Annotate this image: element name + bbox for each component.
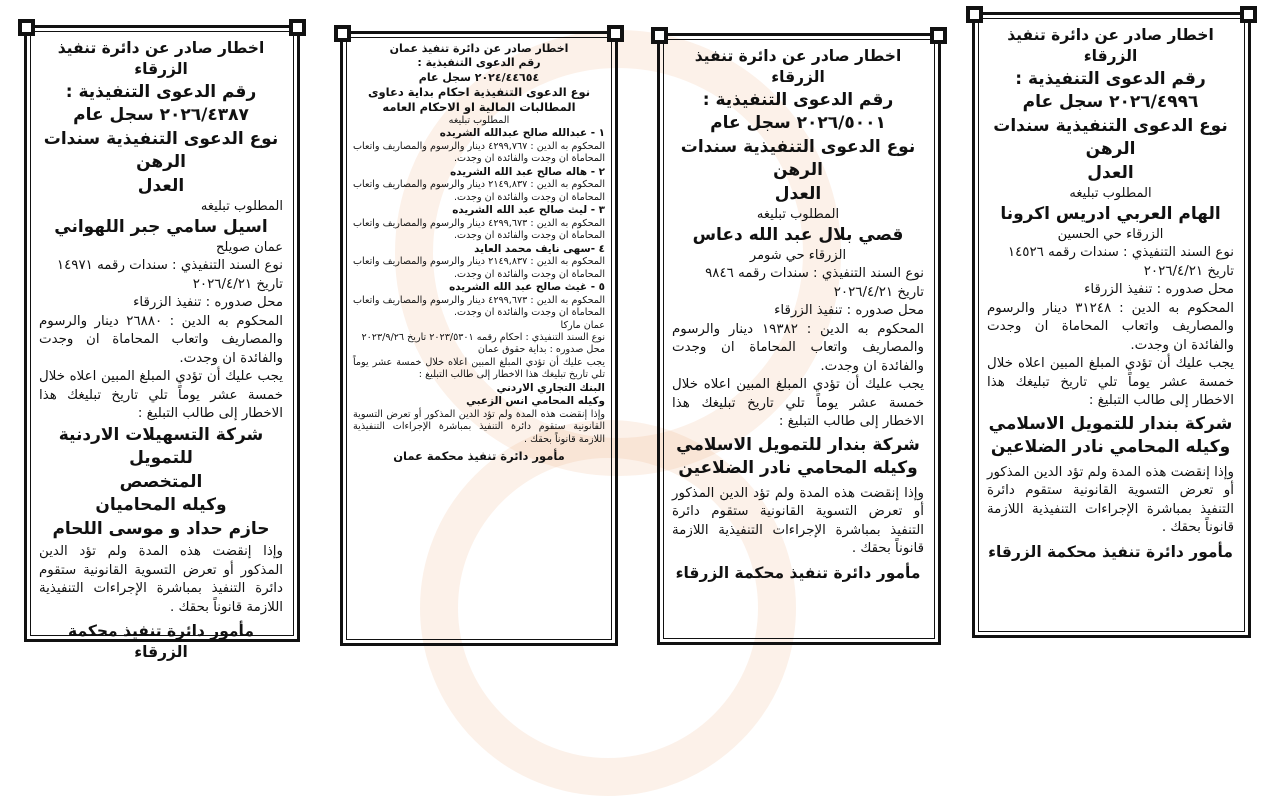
requester: البنك التجاري الاردني وكيله المحامي انس الزعبي [466,381,605,408]
notice-body: نوع السند التنفيذي : سندات رقمه ١٤٥٢٦ تاريخ ٢٠٢٦/٤/٢١ محل صدوره : تنفيذ الزرقاء المحكوم به الدين : ٣١٢٤٨ دينار والرسوم والمصاريف واتعاب المحاماة ان وجدت والفائدة ان وجدت. يجب عليك أن تؤدي المبلغ المبين اعلاه خلال خمسة عشر يوماً تلي تاريخ تبليغك هذا الاخطار إلى طالب التبليغ : [987,245,1234,409]
debtor-name: ٥ - غيث صالح عبد الله الشريده [449,281,605,294]
person-name: اسيل سامي جبر اللهواني [54,216,268,237]
debtor-name: ٣ - ليث صالح عبد الله الشريده [452,204,605,217]
requester: شركة بندار للتمويل الاسلامي وكيله المحامي نادر الضلاعين [988,413,1233,458]
case-label: رقم الدعوى التنفيذية : [1015,68,1206,89]
notice-heading: اخطار صادر عن دائرة تنفيذ الزرقاء [1007,26,1214,66]
debtor-name: ٤ -سهى نايف محمد العايد [474,242,605,255]
debtor-amount: المحكوم به الدين : ٤٢٩٩,٦٧٣ دينار والرسوم والمصاريف واتعاب المحاماة ان وجدت والفائدة ان وجدت. [353,217,605,242]
debtor-list [353,127,605,319]
debtor-name: ١ - عبدالله صالح عبدالله الشريده [439,127,605,140]
notice-zarqa-4387 [24,25,300,662]
notice-amman-44654 [340,31,618,646]
debtor-amount: المحكوم به الدين : ٢١٤٩,٨٣٧ دينار والرسوم والمصاريف واتعاب المحاماة ان وجدت والفائدة ان وجدت. [353,256,605,280]
closing-text: وإذا إنقضت هذه المدة ولم تؤد الدين المذكور أو تعرض التسوية القانونية ستقوم دائرة التنفيذ بمباشرة الإجراءات التنفيذية اللازمة قانوناً بحقك . [353,408,605,445]
notify-label: المطلوب تبليغه [448,114,510,126]
debtor-amount: المحكوم به الدين : ٢١٤٩,٨٣٧ دينار والرسوم والمصاريف واتعاب المحاماة ان وجدت والفائدة ان وجدت. [353,179,605,203]
notice-footer: مأمور دائرة تنفيذ محكمة الزرقاء [68,622,254,662]
requester: شركة التسهيلات الاردنية للتمويل المتخصص وكيله المحاميان حازم حداد و موسى اللحام [52,424,270,539]
case-number: ٢٠٢٦/٤٩٩٦ سجل عام [1022,92,1199,113]
closing-text: وإذا إنقضت هذه المدة ولم تؤد الدين المذكور أو تعرض التسوية القانونية ستقوم دائرة التنفيذ بمباشرة الإجراءات التنفيذية اللازمة قانوناً بحقك . [39,544,283,615]
address: عمان صويلح [216,240,283,256]
notice-body: نوع السند التنفيذي : احكام رقمه ٢٠٢٣/٥٣٠١ تاريخ ٢٠٢٣/٩/٢٦ محل صدوره : بداية حقوق عمان يجب عليك أن تؤدي المبلغ المبين اعلاه خلال خمسة عشر يوماً تلي تاريخ تبليغك هذا الاخطار إلى طالب التبليغ : [353,331,605,381]
case-label: رقم الدعوى التنفيذية : [702,89,894,110]
case-type: نوع الدعوى التنفيذية سندات الرهن العدل [680,136,916,204]
address: الزرقاء حي شومر [749,248,847,264]
case-type: نوع الدعوى التنفيذية سندات الرهن العدل [993,115,1228,183]
address: عمان ماركا [560,319,605,331]
frame-corner [651,27,668,44]
person-name: قصي بلال عبد الله دعاس [692,224,904,245]
frame-corner [1240,6,1257,23]
notice-body: نوع السند التنفيذي : سندات رقمه ٩٨٤٦ تاريخ ٢٠٢٦/٤/٢١ محل صدوره : تنفيذ الزرقاء المحكوم به الدين : ١٩٣٨٢ دينار والرسوم والمصاريف واتعاب المحاماة ان وجدت والفائدة ان وجدت. يجب عليك أن تؤدي المبلغ المبين اعلاه خلال خمسة عشر يوماً تلي تاريخ تبليغك هذا الاخطار إلى طالب التبليغ : [672,266,925,430]
address: الزرقاء حي الحسين [1057,227,1164,243]
notice-zarqa-4996 [972,12,1251,638]
case-number: ٢٠٢٦/٥٠٠١ سجل عام [710,113,886,134]
closing-text: وإذا إنقضت هذه المدة ولم تؤد الدين المذكور أو تعرض التسوية القانونية ستقوم دائرة التنفيذ بمباشرة الإجراءات التنفيذية اللازمة قانوناً بحقك . [987,464,1234,536]
notice-heading: اخطار صادر عن دائرة تنفيذ الزرقاء [57,39,265,79]
case-label: رقم الدعوى التنفيذية : [65,81,257,102]
notice-heading: اخطار صادر عن دائرة تنفيذ الزرقاء [694,47,902,87]
notice-footer: مأمور دائرة تنفيذ محكمة الزرقاء [675,563,921,582]
notify-label: المطلوب تبليغه [1069,186,1152,202]
frame-corner [334,25,351,42]
requester: شركة بندار للتمويل الاسلامي وكيله المحامي نادر الضلاعين [676,434,920,479]
notice-zarqa-5001 [657,33,941,645]
frame-corner [289,19,306,36]
notify-label: المطلوب تبليغه [200,199,283,215]
notice-footer: مأمور دائرة تنفيذ محكمة عمان [393,449,565,464]
frame-corner [18,19,35,36]
person-name: الهام العربي ادريس اكرونا [1000,203,1221,224]
notice-body: نوع السند التنفيذي : سندات رقمه ١٤٩٧١ تاريخ ٢٠٢٦/٤/٢١ محل صدوره : تنفيذ الزرقاء المحكوم به الدين : ٢٦٨٨٠ دينار والرسوم والمصاريف واتعاب المحاماة ان وجدت والفائدة ان وجدت. يجب عليك أن تؤدي المبلغ المبين اعلاه خلال خمسة عشر يوماً تلي تاريخ تبليغك هذا الاخطار إلى طالب التبليغ : [39,258,283,422]
case-type: نوع الدعوى التنفيذية احكام بداية دعاوى المطالبات المالية او الاحكام العامه [367,84,591,114]
notice-heading: اخطار صادر عن دائرة تنفيذ عمان رقم الدعوى التنفيذية : ٢٠٢٤/٤٤٦٥٤ سجل عام [389,42,569,84]
case-type: نوع الدعوى التنفيذية سندات الرهن العدل [43,128,279,196]
debtor-name: ٢ - هاله صالح عبد الله الشريده [450,165,605,178]
frame-corner [966,6,983,23]
debtor-amount: المحكوم به الدين : ٤٢٩٩,٧٦٧ دينار والرسوم والمصاريف واتعاب المحاماة ان وجدت والفائدة ان وجدت. [353,140,605,165]
notice-footer: مأمور دائرة تنفيذ محكمة الزرقاء [988,542,1233,561]
case-number: ٢٠٢٦/٤٣٨٧ سجل عام [73,105,249,126]
debtor-amount: المحكوم به الدين : ٤٢٩٩,٦٧٣ دينار والرسوم والمصاريف واتعاب المحاماة ان وجدت والفائدة ان وجدت. [353,294,605,319]
notify-label: المطلوب تبليغه [756,207,840,223]
closing-text: وإذا إنقضت هذه المدة ولم تؤد الدين المذكور أو تعرض التسوية القانونية ستقوم دائرة التنفيذ بمباشرة الإجراءات التنفيذية اللازمة قانوناً بحقك . [672,485,924,557]
frame-corner [607,25,624,42]
frame-corner [930,27,947,44]
